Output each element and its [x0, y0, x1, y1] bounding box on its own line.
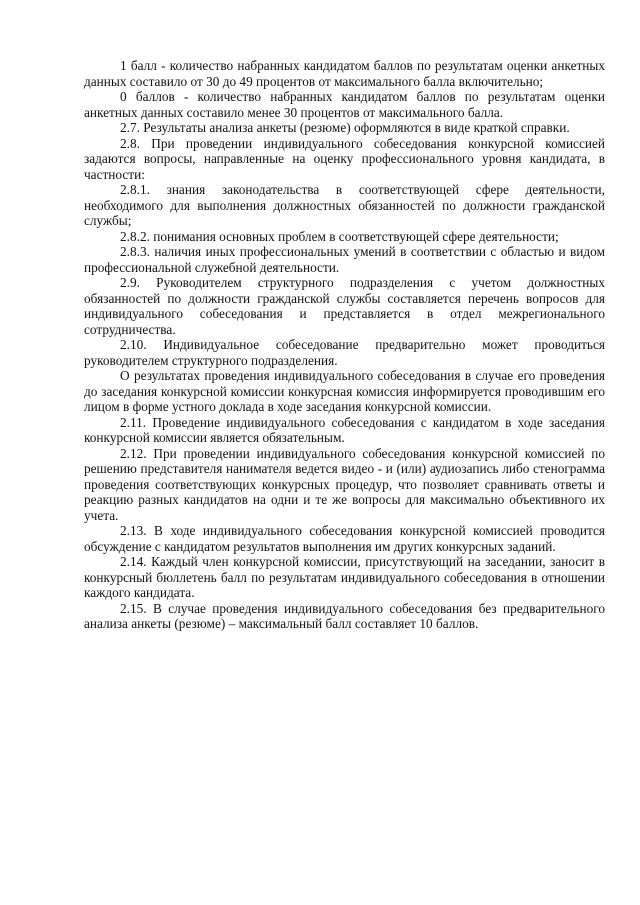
paragraph-score-1: 1 балл - количество набранных кандидатом баллов по результатам оценки анкетных данных составило от 30 до 49 процентов от максимального балла включительно;	[84, 58, 605, 89]
paragraph-2-14: 2.14. Каждый член конкурсной комиссии, присутствующий на заседании, заносит в конкурсный бюллетень балл по результатам индивидуального собеседования в отношении каждого кандидата.	[84, 554, 605, 600]
paragraph-2-7: 2.7. Результаты анализа анкеты (резюме) оформляются в виде краткой справки.	[120, 120, 570, 135]
document-body	[84, 58, 605, 632]
paragraph-2-8-2: 2.8.2. понимания основных проблем в соответствующей сфере деятельности;	[120, 228, 559, 244]
paragraph-2-10: 2.10. Индивидуальное собеседование предварительно может проводиться руководителем структурного подразделения.	[84, 337, 605, 368]
paragraph-score-0: 0 баллов - количество набранных кандидатом баллов по результатам оценки анкетных данных составило менее 30 процентов от максимального балла.	[84, 89, 605, 120]
paragraph-2-12: 2.12. При проведении индивидуального собеседования конкурсной комиссией по решению представителя нанимателя ведется видео - и (или) аудиозапись либо стенограмма проведения соответствующих конкурсных процедур, что позволяет сравнивать ответы и реакцию разных кандидатов на одни и те же вопросы для максимально объективного их учета.	[84, 445, 605, 523]
paragraph-2-9: 2.9. Руководителем структурного подразделения с учетом должностных обязанностей по должности гражданской службы составляется перечень вопросов для индивидуального собеседования и представляется в отдел межрегионального сотрудничества.	[84, 275, 605, 337]
paragraph-2-13: 2.13. В ходе индивидуального собеседования конкурсной комиссией проводится обсуждение с кандидатом результатов выполнения им других конкурсных заданий.	[84, 523, 605, 554]
paragraph-2-15: 2.15. В случае проведения индивидуального собеседования без предварительного анализа анкеты (резюме) – максимальный балл составляет 10 баллов.	[84, 600, 605, 631]
paragraph-2-8-3: 2.8.3. наличия иных профессиональных умений в соответствии с областью и видом профессиональной служебной деятельности.	[84, 244, 605, 275]
paragraph-2-8: 2.8. При проведении индивидуального собеседования конкурсной комиссией задаются вопросы, направленные на оценку профессионального уровня кандидата, в частности:	[84, 135, 605, 182]
paragraph-2-8-1: 2.8.1. знания законодательства в соответствующей сфере деятельности, необходимого для выполнения должностных обязанностей по должности гражданской службы;	[84, 182, 605, 228]
paragraph-interview-results: О результатах проведения индивидуального собеседования в случае его проведения до заседания конкурсной комиссии конкурсная комиссия информируется проводившим его лицом в форме устного доклада в ходе заседания конкурсной комиссии.	[84, 368, 605, 414]
paragraph-2-11: 2.11. Проведение индивидуального собеседования с кандидатом в ходе заседания конкурсной комиссии является обязательным.	[84, 414, 605, 445]
